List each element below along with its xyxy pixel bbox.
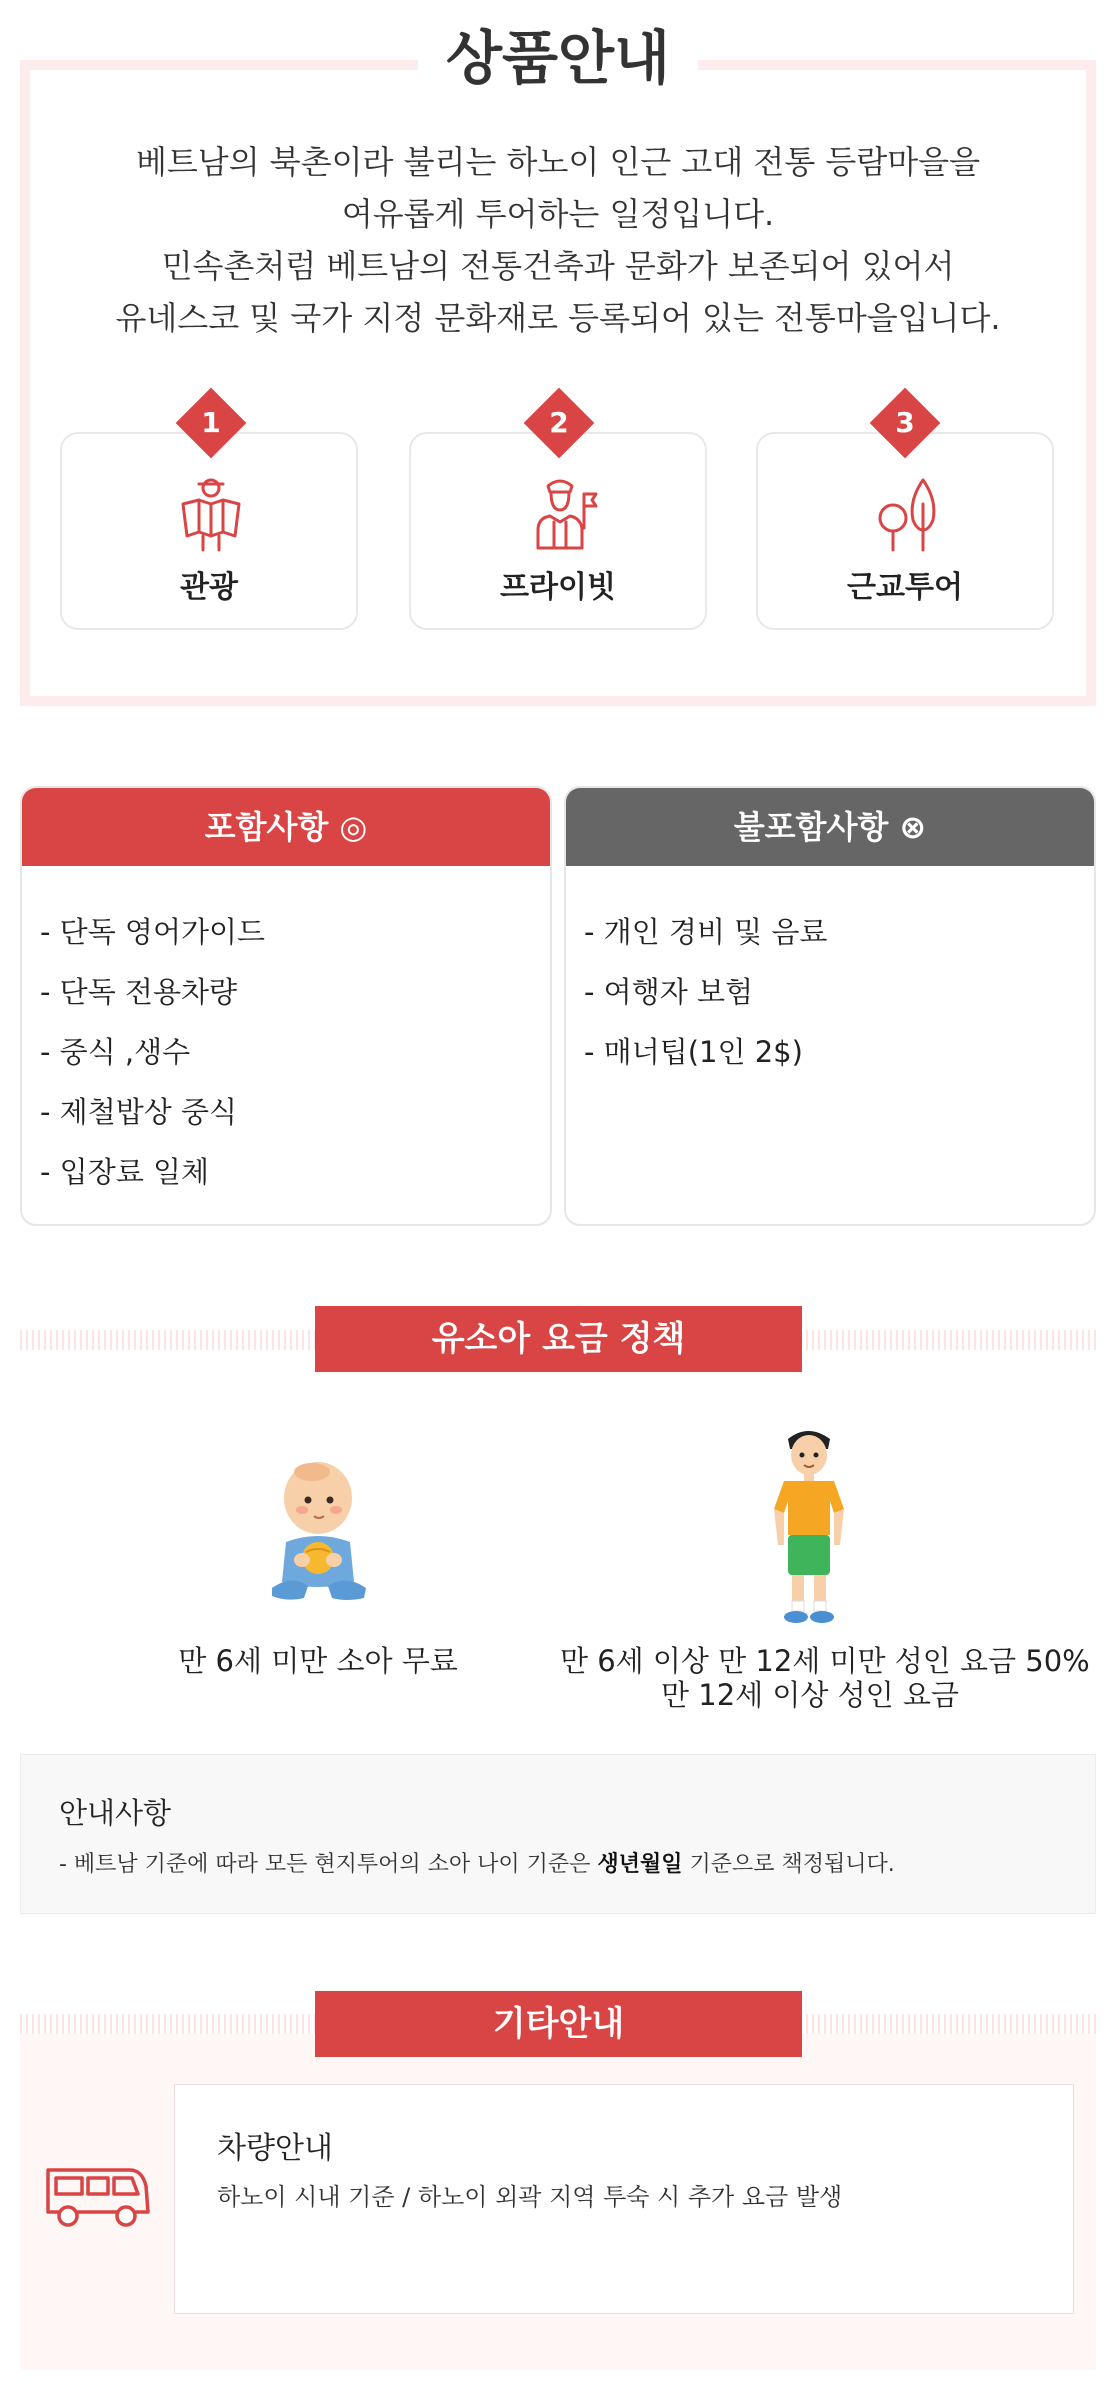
notice-heading: 안내사항 xyxy=(59,1796,172,1830)
etc-title: 기타안내 xyxy=(315,1991,802,2057)
vehicle-info-card xyxy=(174,2084,1074,2314)
intro-line: 민속촌처럼 베트남의 전통건축과 문화가 보존되어 있어서 xyxy=(161,247,955,285)
notice-text-part: - 베트남 기준에 따라 모든 현지투어의 소아 나이 기준은 xyxy=(59,1852,598,1877)
feature-label: 프라이빗 xyxy=(500,570,616,605)
intro-line: 베트남의 북촌이라 불리는 하노이 인근 고대 전통 등람마을을 xyxy=(135,143,980,181)
product-intro xyxy=(60,136,1056,344)
feature-label: 근교투어 xyxy=(847,570,963,605)
list-item: - 매너팁(1인 2$) xyxy=(584,1035,803,1069)
notice-text xyxy=(59,1847,895,1878)
excluded-list xyxy=(566,866,1094,1082)
excluded-box xyxy=(564,786,1096,1226)
included-box xyxy=(20,786,552,1226)
list-item: - 제철밥상 중식 xyxy=(40,1095,237,1129)
vehicle-heading: 차량안내 xyxy=(217,2131,333,2166)
van-icon xyxy=(44,2162,152,2232)
notice-text-part: 기준으로 책정됩니다. xyxy=(682,1852,895,1877)
list-item: - 단독 영어가이드 xyxy=(40,915,265,949)
infant-policy-text: 만 6세 미만 소아 무료 xyxy=(178,1644,458,1678)
list-item: - 개인 경비 및 음료 xyxy=(584,915,828,949)
trees-icon xyxy=(867,474,947,554)
map-reader-icon xyxy=(171,474,251,554)
child-policy-title: 유소아 요금 정책 xyxy=(315,1306,802,1372)
baby-icon xyxy=(262,1450,372,1602)
intro-line: 여유롭게 투어하는 일정입니다. xyxy=(341,195,775,233)
product-info-title: 상품안내 xyxy=(418,18,698,98)
guide-with-flag-icon xyxy=(520,474,600,554)
child-policy-text-2: 만 12세 이상 성인 요금 xyxy=(661,1678,959,1712)
intro-line: 유네스코 및 국가 지정 문화재로 등록되어 있는 전통마을입니다. xyxy=(115,299,1001,337)
number-badge-text: 2 xyxy=(549,406,569,439)
included-header: 포함사항 ◎ xyxy=(22,788,550,866)
list-item: - 단독 전용차량 xyxy=(40,975,237,1009)
feature-card-sightseeing xyxy=(60,432,358,630)
list-item: - 입장료 일체 xyxy=(40,1155,209,1189)
list-item: - 여행자 보험 xyxy=(584,975,753,1009)
notice-box xyxy=(20,1754,1096,1914)
number-badge-text: 3 xyxy=(895,406,915,439)
vehicle-text: 하노이 시내 기준 / 하노이 외곽 지역 투숙 시 추가 요금 발생 xyxy=(217,2183,843,2211)
feature-card-private xyxy=(409,432,707,630)
included-list xyxy=(22,866,550,1202)
number-badge-text: 1 xyxy=(201,406,221,439)
list-item: - 중식 ,생수 xyxy=(40,1035,191,1069)
child-icon xyxy=(768,1425,850,1631)
child-policy-text-1: 만 6세 이상 만 12세 미만 성인 요금 50% xyxy=(560,1644,1090,1678)
notice-text-bold: 생년월일 xyxy=(597,1852,683,1877)
excluded-header: 불포함사항 ⊗ xyxy=(566,788,1094,866)
feature-card-suburban-tour xyxy=(756,432,1054,630)
feature-label: 관광 xyxy=(180,570,238,605)
